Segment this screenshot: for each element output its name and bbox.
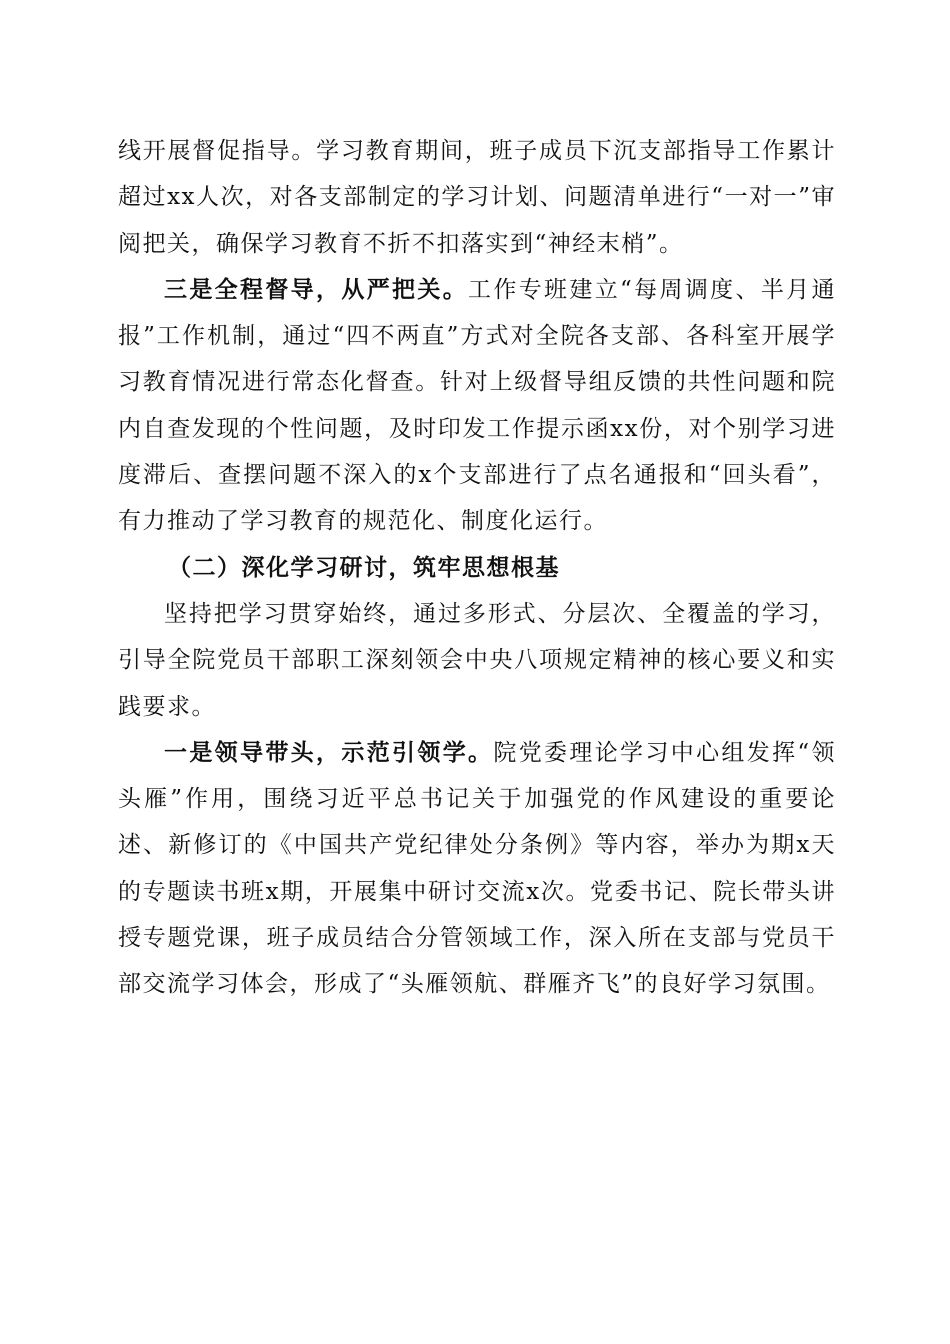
section-heading: （二）深化学习研讨，筑牢思想根基 — [168, 553, 560, 581]
paragraph-text: 坚持把学习贯穿始终，通过多形式、分层次、全覆盖的学习，引导全院党员干部职工深刻领会中央八项规定精神的核心要义和实践要求。 — [118, 600, 836, 720]
paragraph-lead: 三是全程督导，从严把关。 — [164, 275, 469, 303]
paragraph-lead: 一是领导带头，示范引领学。 — [164, 738, 494, 766]
paragraph-text: 工作专班建立“每周调度、半月通报”工作机制，通过“四不两直”方式对全院各支部、各科室开展学习教育情况进行常态化督查。针对上级督导组反馈的共性问题和院内自查发现的个性问题，及时印发工作提示函xx份，对个别学习进度滞后、查摆问题不深入的x个支部进行了点名通报和“回头看”，有力推动了学习教育的规范化、制度化运行。 — [118, 276, 836, 535]
paragraph-continuation — [118, 128, 836, 267]
paragraph-leadership — [118, 730, 836, 1008]
paragraph-text: 线开展督促指导。学习教育期间，班子成员下沉支部指导工作累计超过xx人次，对各支部制定的学习计划、问题清单进行“一对一”审阅把关，确保学习教育不折不扣落实到“神经末梢”。 — [118, 138, 836, 257]
paragraph-text: 院党委理论学习中心组发挥“领头雁”作用，围绕习近平总书记关于加强党的作风建设的重要论述、新修订的《中国共产党纪律处分条例》等内容，举办为期x天的专题读书班x期，开展集中研讨交流x次。党委书记、院长带头讲授专题党课，班子成员结合分管领域工作，深入所在支部与党员干部交流学习体会，形成了“头雁领航、群雁齐飞”的良好学习氛围。 — [118, 739, 837, 998]
paragraph-intro — [118, 591, 836, 730]
paragraph-supervision — [118, 267, 836, 545]
document-page — [118, 128, 836, 1008]
